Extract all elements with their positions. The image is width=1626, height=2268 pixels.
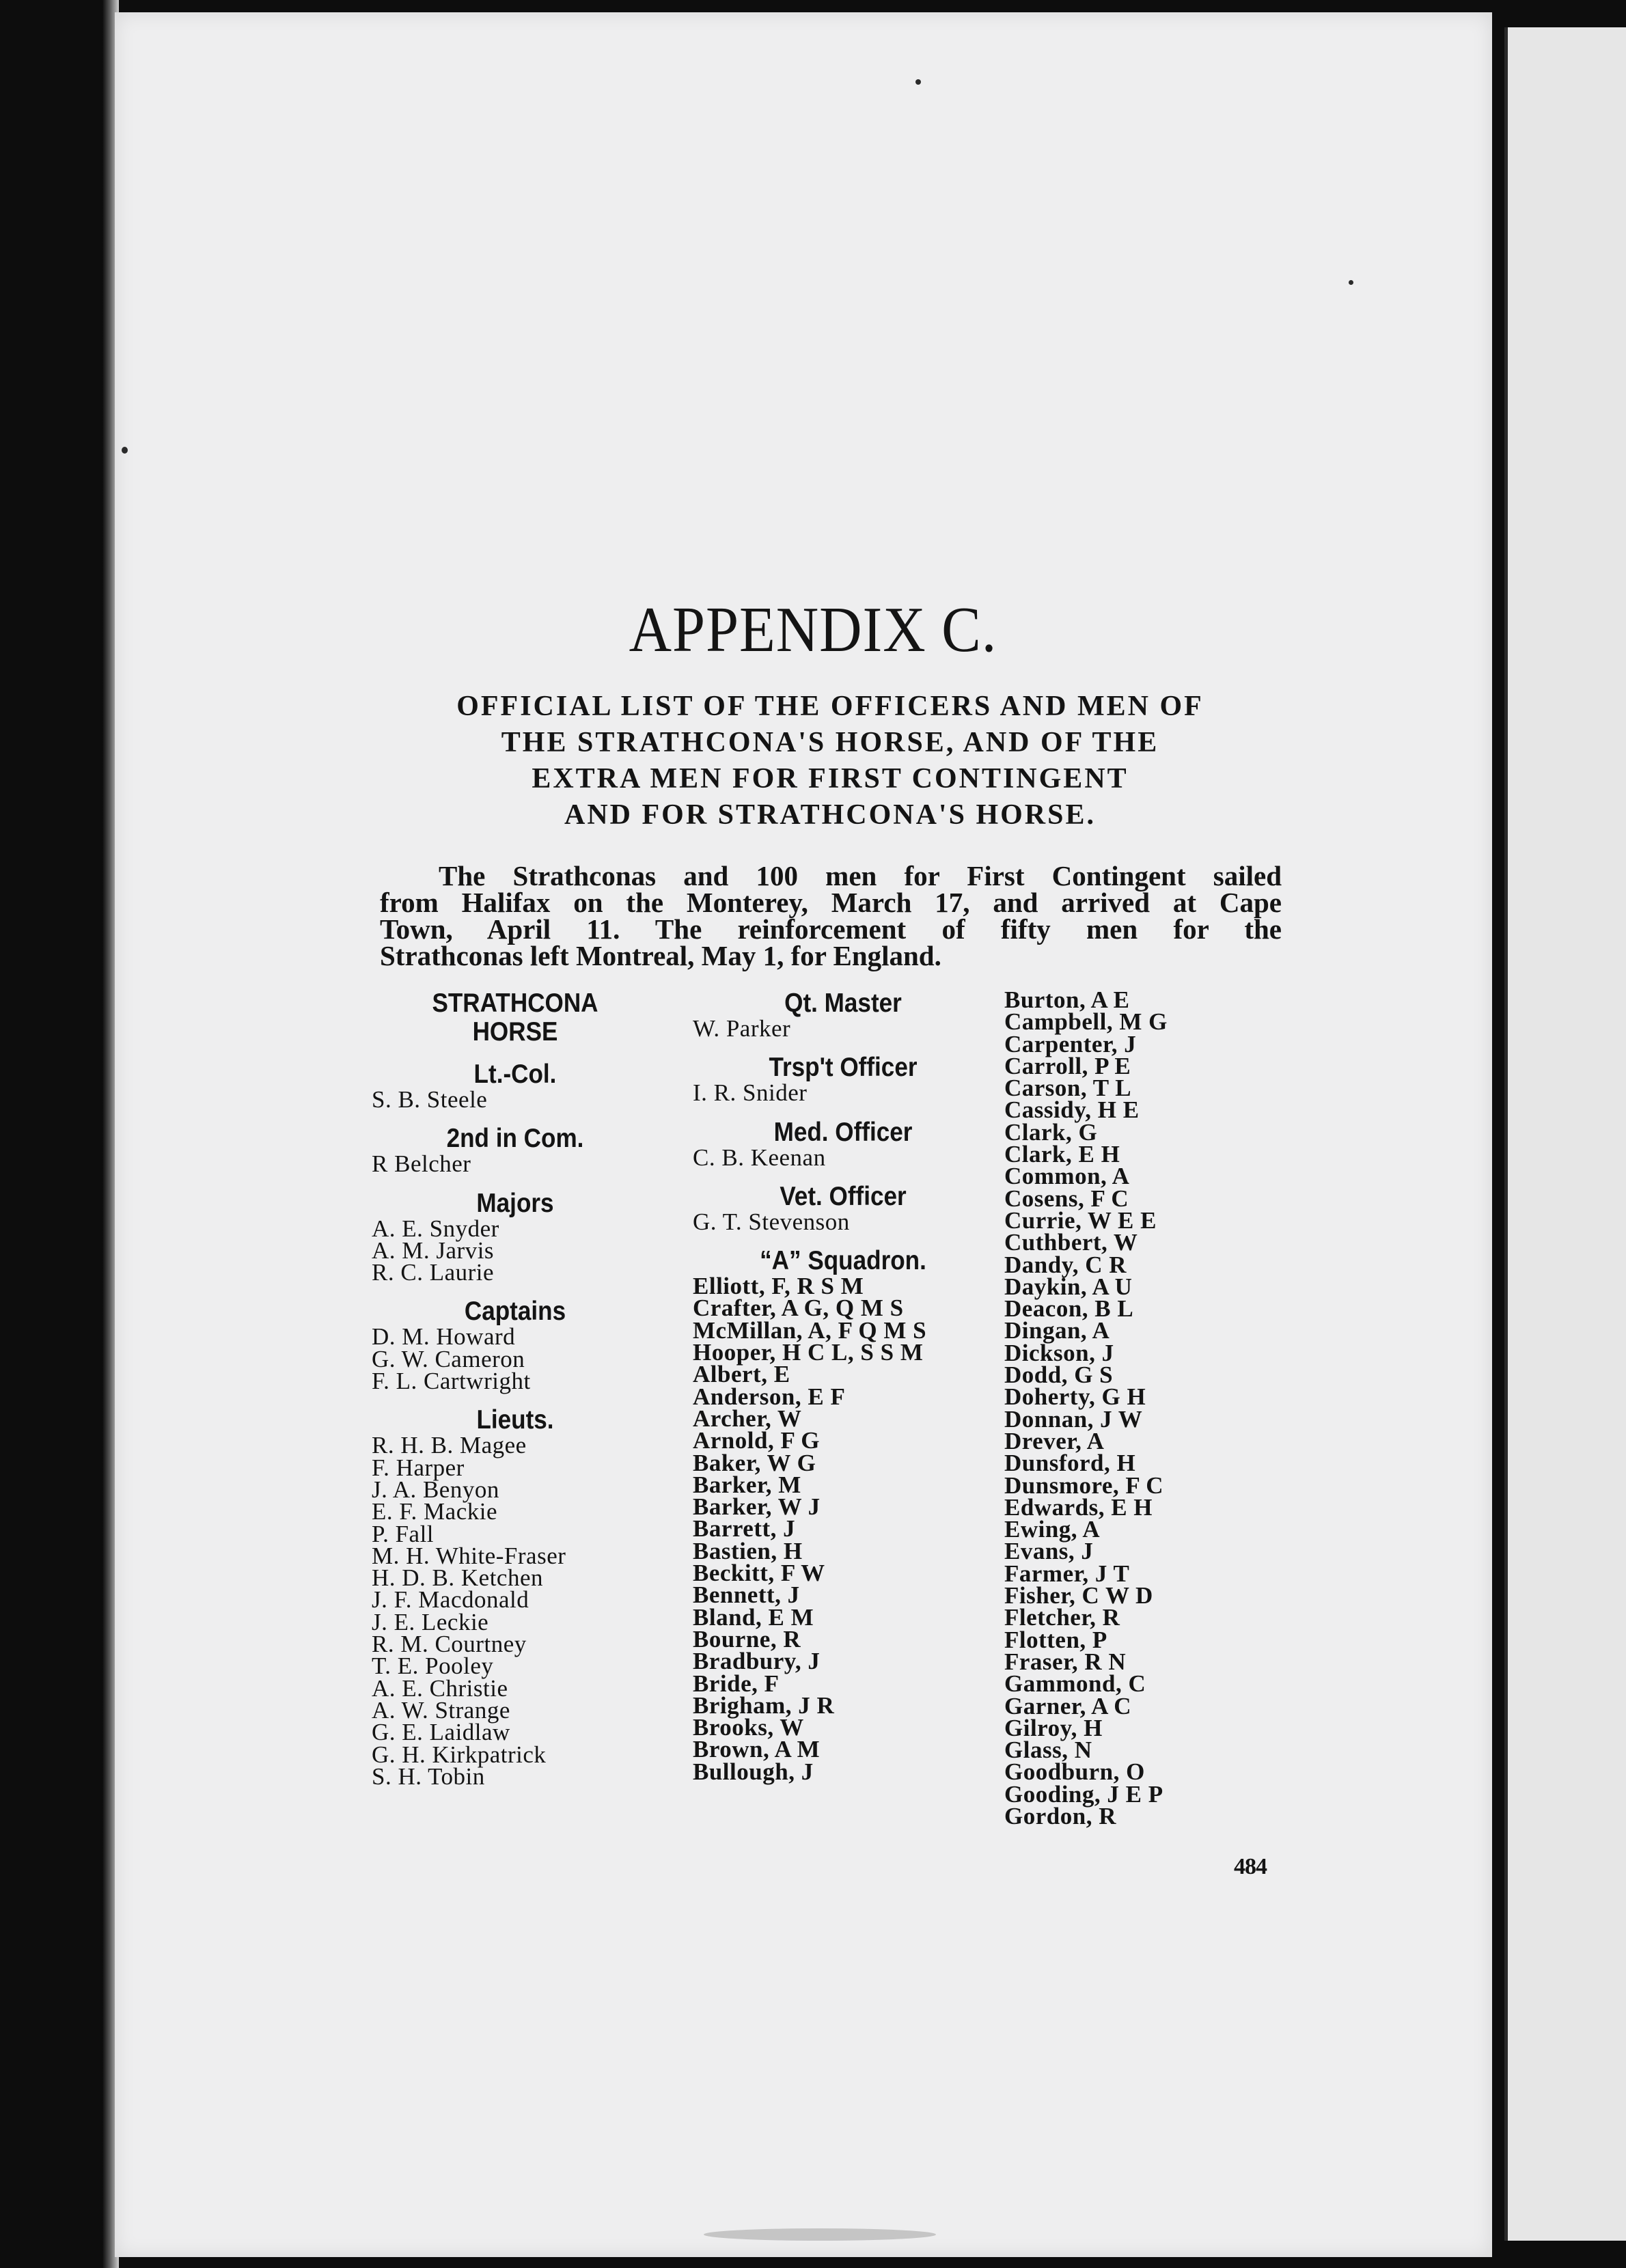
soldier-name: Dandy, C R xyxy=(1004,1251,1127,1278)
officer-name: S. B. Steele xyxy=(372,1086,488,1113)
soldier-name: Campbell, M G xyxy=(1004,1008,1168,1036)
heading-lieuts: Lieuts. xyxy=(476,1405,554,1435)
officer-name: S. H. Tobin xyxy=(372,1762,485,1790)
officer-name: C. B. Keenan xyxy=(693,1144,826,1171)
soldier-name: Hooper, H C L, S S M xyxy=(693,1339,924,1366)
soldier-name: Carroll, P E xyxy=(1004,1052,1131,1079)
soldier-name: Fraser, R N xyxy=(1004,1648,1127,1675)
scan-smudge xyxy=(704,2228,936,2241)
soldier-name: Carpenter, J xyxy=(1004,1030,1137,1057)
officer-name: A. E. Christie xyxy=(372,1674,508,1702)
subtitle-line: OFFICIAL LIST OF THE OFFICERS AND MEN OF xyxy=(456,691,1204,722)
officer-name: M. H. White-Fraser xyxy=(372,1542,566,1569)
soldier-name: Donnan, J W xyxy=(1004,1405,1143,1433)
soldier-name: Gooding, J E P xyxy=(1004,1780,1163,1808)
soldier-name: Carson, T L xyxy=(1004,1075,1132,1102)
soldier-name: Anderson, E F xyxy=(693,1383,846,1410)
soldier-name: Fisher, C W D xyxy=(1004,1582,1153,1609)
soldier-name: Albert, E xyxy=(693,1361,790,1388)
officer-name: E. F. Mackie xyxy=(372,1498,497,1525)
officer-name: A. W. Strange xyxy=(372,1696,510,1724)
heading-qt-master: Qt. Master xyxy=(784,988,902,1018)
soldier-name: Deacon, B L xyxy=(1004,1295,1134,1323)
officer-name: G. H. Kirkpatrick xyxy=(372,1741,547,1768)
officer-name: G. E. Laidlaw xyxy=(372,1719,510,1746)
soldier-name: Bennett, J xyxy=(693,1581,800,1609)
officer-name: T. E. Pooley xyxy=(372,1652,494,1680)
soldier-name: Glass, N xyxy=(1004,1737,1092,1764)
soldier-name: Arnold, F G xyxy=(693,1427,821,1454)
heading-vet-officer: Vet. Officer xyxy=(780,1181,907,1211)
soldier-name: Dickson, J xyxy=(1004,1339,1114,1366)
ink-speck xyxy=(915,79,921,85)
soldier-name: Barker, M xyxy=(693,1471,801,1498)
officer-name: P. Fall xyxy=(372,1520,435,1547)
officer-name: A. E. Snyder xyxy=(372,1215,499,1242)
officer-name: H. D. B. Ketchen xyxy=(372,1564,544,1592)
heading-medical-officer: Med. Officer xyxy=(773,1117,913,1147)
soldier-name: Edwards, E H xyxy=(1004,1493,1153,1521)
soldier-name: Bullough, J xyxy=(693,1758,814,1785)
intro-paragraph xyxy=(380,860,1282,971)
subtitle-line: THE STRATHCONA'S HORSE, AND OF THE xyxy=(501,727,1159,758)
soldier-name: Doherty, G H xyxy=(1004,1383,1146,1411)
soldier-name: Common, A xyxy=(1004,1163,1130,1190)
soldier-name: Archer, W xyxy=(693,1405,802,1432)
soldier-name: Brigham, J R xyxy=(693,1691,835,1719)
officer-name: J. E. Leckie xyxy=(372,1608,489,1635)
soldier-name: Bastien, H xyxy=(693,1537,803,1564)
heading-second-in-command: 2nd in Com. xyxy=(446,1124,584,1154)
soldier-name: Clark, G xyxy=(1004,1118,1098,1146)
soldier-name: Clark, E H xyxy=(1004,1141,1120,1168)
officer-name: J. A. Benyon xyxy=(372,1476,499,1503)
soldier-name: Beckitt, F W xyxy=(693,1560,825,1587)
soldier-name: Daykin, A U xyxy=(1004,1273,1133,1300)
soldier-name: Flotten, P xyxy=(1004,1626,1107,1653)
soldier-name: Crafter, A G, Q M S xyxy=(693,1295,904,1322)
intro-line: Town, April 11. The reinforcement of fifty men for the xyxy=(380,913,1282,945)
soldier-name: Drever, A xyxy=(1004,1427,1105,1454)
heading-captains: Captains xyxy=(464,1297,566,1327)
soldier-name: Dodd, G S xyxy=(1004,1361,1114,1389)
soldier-name: Barker, W J xyxy=(693,1493,821,1521)
soldier-name: Brooks, W xyxy=(693,1714,804,1741)
soldier-name: Barrett, J xyxy=(693,1515,796,1543)
appendix-subtitle xyxy=(369,689,1291,833)
heading-majors: Majors xyxy=(476,1188,554,1218)
soldier-name: Dunsford, H xyxy=(1004,1450,1136,1477)
officer-name: G. T. Stevenson xyxy=(693,1208,850,1235)
soldier-name: Baker, W G xyxy=(693,1449,816,1476)
soldier-name: Evans, J xyxy=(1004,1538,1094,1565)
heading-strathcona: STRATHCONA xyxy=(432,988,598,1018)
intro-line: Strathconas left Montreal, May 1, for England. xyxy=(380,940,941,971)
appendix-title: APPENDIX C. xyxy=(629,594,997,665)
soldier-name: Ewing, A xyxy=(1004,1516,1101,1543)
heading-ltcol: Lt.-Col. xyxy=(473,1060,557,1089)
intro-line: from Halifax on the Monterey, March 17, and arrived at Cape xyxy=(380,887,1282,918)
soldier-name: Bride, F xyxy=(693,1670,780,1697)
officer-name: I. R. Snider xyxy=(693,1079,808,1107)
officer-name: F. Harper xyxy=(372,1454,465,1481)
officer-name: R. H. B. Magee xyxy=(372,1432,527,1459)
heading-a-squadron: “A” Squadron. xyxy=(760,1246,926,1276)
heading-horse: HORSE xyxy=(472,1017,558,1047)
soldier-name: Burton, A E xyxy=(1004,986,1130,1013)
soldier-name: Currie, W E E xyxy=(1004,1206,1157,1234)
column-strathcona-officers xyxy=(372,989,659,1788)
soldier-name: Cuthbert, W xyxy=(1004,1229,1138,1256)
heading-transport-officer: Trsp't Officer xyxy=(769,1053,918,1083)
soldier-name: Goodburn, O xyxy=(1004,1758,1145,1786)
subtitle-line: AND FOR STRATHCONA'S HORSE. xyxy=(564,799,1096,831)
page-number: 484 xyxy=(1234,1854,1267,1879)
soldier-name: Gordon, R xyxy=(1004,1802,1116,1829)
soldier-name: Bourne, R xyxy=(693,1625,801,1652)
soldier-name: Bradbury, J xyxy=(693,1648,821,1675)
soldier-name: Gammond, C xyxy=(1004,1670,1146,1698)
soldier-name: Bland, E M xyxy=(693,1603,814,1631)
soldier-name: Brown, A M xyxy=(693,1736,821,1763)
officer-name: R. M. Courtney xyxy=(372,1631,527,1658)
officer-name: R. C. Laurie xyxy=(372,1259,495,1286)
officer-name: F. L. Cartwright xyxy=(372,1368,531,1395)
intro-line: The Strathconas and 100 men for First Contingent sailed xyxy=(439,860,1282,891)
soldier-name: Garner, A C xyxy=(1004,1692,1132,1719)
officer-name: R Belcher xyxy=(372,1150,471,1178)
officer-name: G. W. Cameron xyxy=(372,1345,525,1372)
soldier-name: Dunsmore, F C xyxy=(1004,1471,1164,1499)
ink-speck xyxy=(1349,280,1353,285)
column-staff-and-a-squadron xyxy=(693,989,993,1783)
officer-name: W. Parker xyxy=(693,1015,791,1042)
soldier-name: Gilroy, H xyxy=(1004,1714,1103,1741)
soldier-name: Farmer, J T xyxy=(1004,1560,1130,1587)
soldier-name: Cosens, F C xyxy=(1004,1185,1129,1212)
soldier-name: McMillan, A, F Q M S xyxy=(693,1316,927,1344)
soldier-name: Fletcher, R xyxy=(1004,1604,1120,1631)
adjacent-page-edge xyxy=(1504,27,1626,2241)
ink-speck xyxy=(122,447,128,454)
officer-name: D. M. Howard xyxy=(372,1323,516,1351)
officer-name: A. M. Jarvis xyxy=(372,1236,495,1264)
column-squadron-continued xyxy=(1004,986,1291,1829)
soldier-name: Elliott, F, R S M xyxy=(693,1273,864,1300)
officer-name: J. F. Macdonald xyxy=(372,1586,529,1614)
soldier-name: Dingan, A xyxy=(1004,1317,1110,1344)
soldier-name: Cassidy, H E xyxy=(1004,1096,1140,1124)
subtitle-line: EXTRA MEN FOR FIRST CONTINGENT xyxy=(532,763,1129,794)
